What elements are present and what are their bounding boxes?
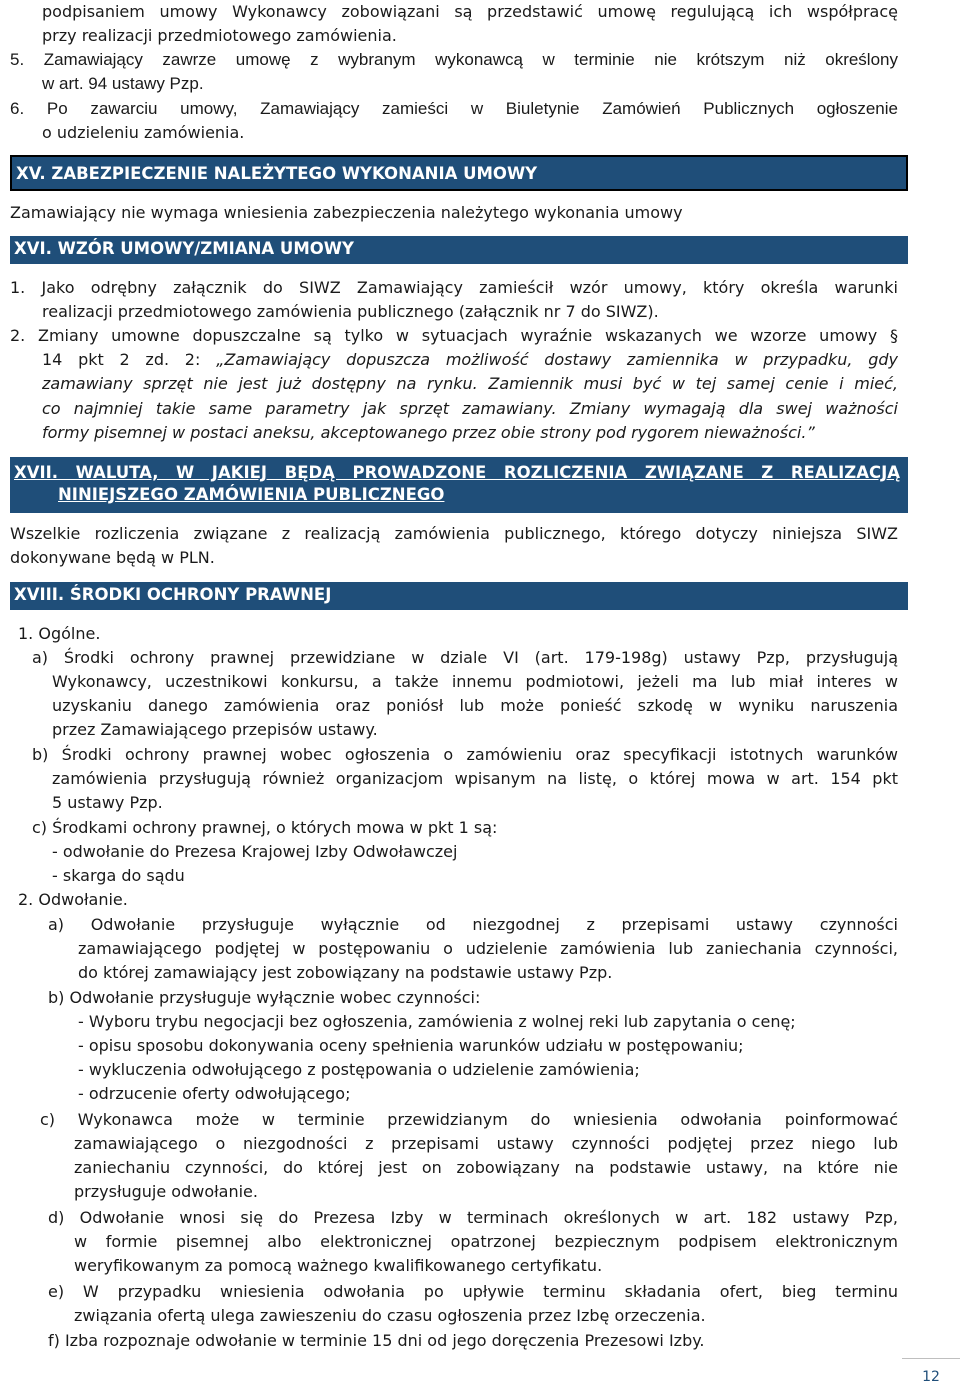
quoted-clause-line: formy pisemnej w postaci aneksu, akceptowanego przez obie strony pod rygorem nieważności.” — [42, 423, 815, 442]
list-line: Wykonawcy, uczestnikowi konkursu, a także innemu podmiotowi, jeżeli ma lub miał interes w — [52, 672, 898, 691]
list-line: przez Zamawiającego przepisów ustawy. — [52, 720, 378, 739]
quoted-clause-line: zamawiany sprzęt nie jest już dostępny na rynku. Zamiennik musi być w tej samej cenie i mieć, — [42, 374, 898, 393]
paragraph-line: przy realizacji przedmiotowego zamówienia. — [42, 26, 397, 45]
list-line: 5 ustawy Pzp. — [52, 793, 163, 812]
list-line: c) Środkami ochrony prawnej, o których mowa w pkt 1 są: — [32, 818, 498, 837]
page-number: 12 — [902, 1358, 960, 1385]
list-item-1-cont: realizacji przedmiotowego zamówienia publicznego (załącznik nr 7 do SIWZ). — [42, 302, 659, 321]
list-item-1: 1. Jako odrębny załącznik do SIWZ Zamawiający zamieścił wzór umowy, który określa warunki — [10, 278, 898, 297]
list-line: związania ofertą ulega zawieszeniu do czasu ogłoszenia przez Izbę orzeczenia. — [74, 1306, 706, 1325]
list-line: - skarga do sądu — [52, 866, 185, 885]
list-line: a) Środki ochrony prawnej przewidziane w dziale VI (art. 179-198g) ustawy Pzp, przysługują — [32, 648, 898, 667]
list-line: a) Odwołanie przysługuje wyłącznie od niezgodnej z przepisami ustawy czynności — [48, 915, 898, 934]
quoted-clause-line: co najmniej takie same parametry jak sprzęt zamawiany. Zmiany wymagają dla swej ważności — [42, 399, 898, 418]
section-title: XVII. WALUTA, W JAKIEJ BĘDĄ PROWADZONE ROZLICZENIA ZWIĄZANE Z REALIZACJĄ — [14, 463, 900, 482]
section-body: Wszelkie rozliczenia związane z realizacją zamówienia publicznego, którego dotyczy niniejsza SIWZ — [10, 524, 898, 543]
section-header-xvii — [10, 457, 908, 513]
list-line: zamawiającego o niezgodności z przepisami ustawy czynności podjętej przez niego lub — [74, 1134, 898, 1153]
plain-text: 14 pkt 2 zd. 2: — [42, 350, 217, 369]
list-line: zaniechaniu czynności, do której jest on zobowiązany na podstawie ustawy, na które nie — [74, 1158, 898, 1177]
section-title: XVIII. ŚRODKI OCHRONY PRAWNEJ — [14, 585, 332, 604]
list-line: - wykluczenia odwołującego z postępowania o udzielenie zamówienia; — [78, 1060, 640, 1079]
list-line: f) Izba rozpoznaje odwołanie w terminie 15 dni od jego doręczenia Prezesowi Izby. — [48, 1331, 705, 1350]
list-line: 1. Ogólne. — [18, 624, 101, 643]
list-line: d) Odwołanie wnosi się do Prezesa Izby w terminach określonych w art. 182 ustawy Pzp, — [48, 1208, 898, 1227]
list-item-2-cont — [42, 348, 898, 372]
list-line: b) Środki ochrony prawnej wobec ogłoszenia o zamówieniu oraz specyfikacji istotnych warunków — [32, 745, 898, 764]
list-line: zamówienia przysługują również organizacjom wpisanym na listę, o której mowa w art. 154 pkt — [52, 769, 898, 788]
list-line: c) Wykonawca może w terminie przewidzianym do wniesienia odwołania poinformować — [40, 1110, 898, 1129]
section-title-cont: NINIEJSZEGO ZAMÓWIENIA PUBLICZNEGO — [58, 485, 445, 504]
section-header-xv — [10, 155, 908, 191]
section-title: XV. ZABEZPIECZENIE NALEŻYTEGO WYKONANIA UMOWY — [16, 164, 538, 183]
list-item-6: 6. Po zawarciu umowy, Zamawiający zamieści w Biuletynie Zamówień Publicznych ogłoszenie — [10, 99, 898, 118]
list-line: zamawiającego podjętej w postępowaniu o udzielenie zamówienia lub zaniechania czynności, — [78, 939, 898, 958]
section-header-xviii — [10, 582, 908, 610]
list-line: 2. Odwołanie. — [18, 890, 128, 909]
list-line: e) W przypadku wniesienia odwołania po upływie terminu składania ofert, bieg terminu — [48, 1282, 898, 1301]
list-item-6-cont: o udzieleniu zamówienia. — [42, 123, 245, 142]
list-item-2: 2. Zmiany umowne dopuszczalne są tylko w sytuacjach wyraźnie wskazanych we wzorze umowy § — [10, 326, 898, 345]
list-line: przysługuje odwołanie. — [74, 1182, 258, 1201]
list-line: - Wyboru trybu negocjacji bez ogłoszenia, zamówienia z wolnej reki lub zapytania o cenę; — [78, 1012, 796, 1031]
quoted-clause: „Zamawiający dopuszcza możliwość dostawy zamiennika w przypadku, gdy — [216, 350, 898, 369]
paragraph-line: podpisaniem umowy Wykonawcy zobowiązani są przedstawić umowę regulującą ich współpracę — [42, 2, 898, 21]
list-line: uzyskaniu danego zamówienia oraz poniósł lub może ponieść szkodę w wyniku naruszenia — [52, 696, 898, 715]
list-line: weryfikowanym za pomocą ważnego kwalifikowanego certyfikatu. — [74, 1256, 603, 1275]
list-line: b) Odwołanie przysługuje wyłącznie wobec czynności: — [48, 988, 481, 1007]
section-body-cont: dokonywane będą w PLN. — [10, 548, 215, 567]
section-title: XVI. WZÓR UMOWY/ZMIANA UMOWY — [14, 239, 354, 258]
section-header-xvi — [10, 236, 908, 264]
list-line: w formie pisemnej albo elektronicznej opatrzonej bezpiecznym podpisem elektronicznym — [74, 1232, 898, 1251]
list-item-5: 5. Zamawiający zawrze umowę z wybranym wykonawcą w terminie nie krótszym niż określony — [10, 50, 898, 69]
section-body: Zamawiający nie wymaga wniesienia zabezpieczenia należytego wykonania umowy — [10, 203, 683, 222]
list-line: - odwołanie do Prezesa Krajowej Izby Odwoławczej — [52, 842, 458, 861]
list-line: do której zamawiający jest zobowiązany na podstawie ustawy Pzp. — [78, 963, 613, 982]
list-line: - odrzucenie oferty odwołującego; — [78, 1084, 351, 1103]
list-line: - opisu sposobu dokonywania oceny spełnienia warunków udziału w postępowaniu; — [78, 1036, 744, 1055]
list-item-5-cont: w art. 94 ustawy Pzp. — [42, 74, 204, 93]
